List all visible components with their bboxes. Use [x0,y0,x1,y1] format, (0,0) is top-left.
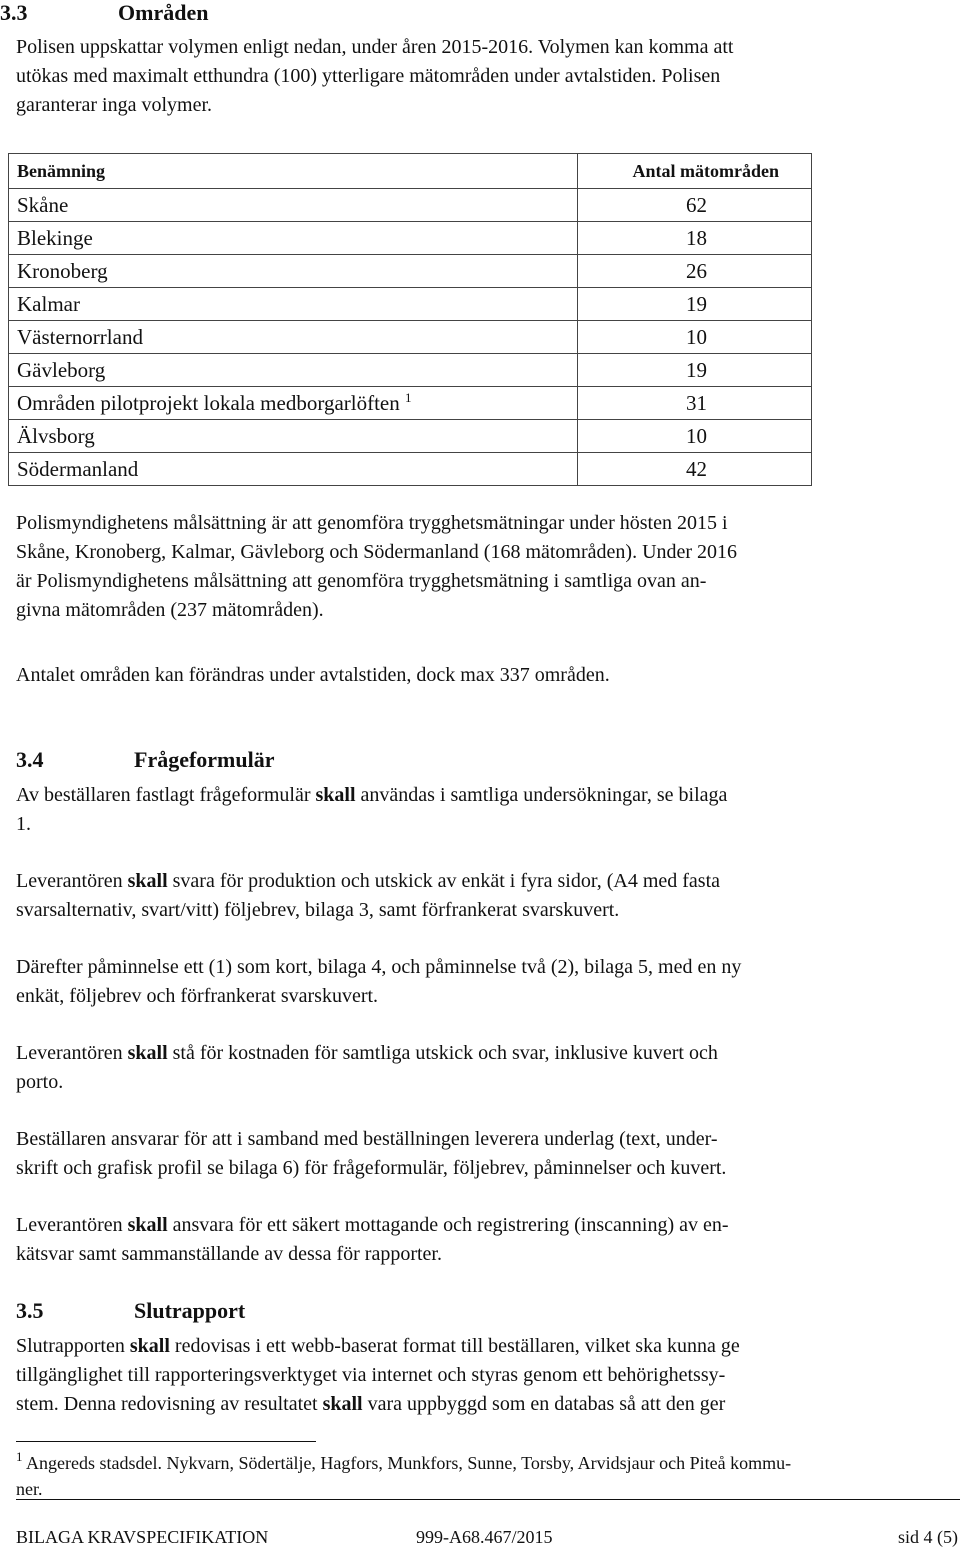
footnote [16,1450,926,1502]
text-line: 1. [16,813,31,835]
section-number: 3.4 [16,747,44,772]
text-run: Angereds stadsdel. Nykvarn, Södertälje, Hagfors, Munkfors, Sunne, Torsby, Arvidsjaur och Piteå kommu- [22,1453,792,1473]
footer-rule [16,1499,960,1500]
cell-count: 19 [578,288,812,321]
footnote-reference: 1 [405,389,412,405]
text-line: skrift och grafisk profil se bilaga 6) för frågeformulär, följebrev, påminnelser och kuvert. [16,1157,727,1179]
text-line [16,867,926,896]
footnote-mark: 1 [16,1449,23,1464]
text-line [16,1332,926,1361]
cell-count: 10 [578,420,812,453]
text-line [16,1211,926,1240]
text-line [16,1450,926,1476]
text-run: redovisas i ett webb-baserat format till beställaren, vilket ska kunna ge [169,1335,740,1357]
text-line: Beställaren ansvarar för att i samband med beställningen leverera underlag (text, under- [16,1128,718,1150]
cell-name: Skåne [9,189,578,222]
table-row [9,420,812,453]
cell-name: Södermanland [9,453,578,486]
emphasis: skall [315,784,356,806]
text-run: Leverantören [16,870,128,892]
text-run: ansvara för ett säkert mottagande och registrering (inscanning) av en- [167,1214,729,1236]
table-row [9,288,812,321]
text-run: Slutrapporten [16,1335,130,1357]
cell-count: 26 [578,255,812,288]
text-line: porto. [16,1071,64,1093]
table-header-row [9,154,812,189]
cell-count: 42 [578,453,812,486]
form-paragraph-3 [16,953,926,1011]
text-line: ner. [16,1479,43,1499]
text-line: utökas med maximalt etthundra (100) ytterligare mätområden under avtalstiden. Polisen [16,65,721,87]
cell-count: 62 [578,189,812,222]
footer-doc-number: 999-A68.467/2015 [416,1527,553,1547]
text-run: vara uppbyggd som en databas så att den ger [362,1393,726,1415]
text-run: svara för produktion och utskick av enkät i fyra sidor, (A4 med fasta [167,870,721,892]
text-line: Polismyndighetens målsättning är att genomföra trygghetsmätningar under hösten 2015 i [16,512,728,534]
footnote-separator [16,1441,316,1442]
table-row [9,255,812,288]
goal-paragraph [16,509,926,625]
footer-page-number: sid 4 (5) [898,1527,958,1547]
emphasis: skall [129,1335,170,1357]
emphasis: skall [127,1042,168,1064]
areas-table [8,153,812,486]
text-line: Polisen uppskattar volymen enligt nedan, under åren 2015-2016. Volymen kan komma att [16,36,734,58]
header-count: Antal mätområden [578,154,812,189]
cell-count: 18 [578,222,812,255]
text-line [16,781,926,810]
text-line: Skåne, Kronoberg, Kalmar, Gävleborg och Södermanland (168 mätområden). Under 2016 [16,541,738,563]
section-heading-3-4 [16,747,275,773]
cell-name [9,387,578,420]
max-areas-paragraph: Antalet områden kan förändras under avtalstiden, dock max 337 områden. [16,664,610,686]
text-line [16,1039,926,1068]
table-row [9,189,812,222]
form-paragraph-5 [16,1125,926,1183]
report-paragraph [16,1332,926,1419]
table-row [9,453,812,486]
form-paragraph-1 [16,781,926,839]
section-title: Områden [118,0,209,25]
section-heading-3-5 [16,1298,245,1324]
text-run: användas i samtliga undersökningar, se bilaga [355,784,728,806]
text-run: Leverantören [16,1042,128,1064]
text-run: stå för kostnaden för samtliga utskick och svar, inklusive kuvert och [167,1042,718,1064]
cell-count: 31 [578,387,812,420]
text-run: Leverantören [16,1214,128,1236]
text-line: kätsvar samt sammanställande av dessa för rapporter. [16,1243,442,1265]
table-row [9,321,812,354]
section-title: Slutrapport [134,1298,246,1323]
section-number: 3.5 [16,1298,44,1323]
footer-doc-title: BILAGA KRAVSPECIFIKATION [16,1527,269,1547]
emphasis: skall [127,870,168,892]
header-name: Benämning [9,154,578,189]
cell-count: 10 [578,321,812,354]
text-line: tillgänglighet till rapporteringsverktyget via internet och styras genom ett behörighetssy- [16,1364,726,1386]
table-row [9,387,812,420]
cell-name: Gävleborg [9,354,578,387]
section-number: 3.3 [0,0,28,25]
cell-name: Västernorrland [9,321,578,354]
text-line: svarsalternativ, svart/vitt) följebrev, bilaga 3, samt förfrankerat svarskuvert. [16,899,620,921]
table-row [9,222,812,255]
cell-name: Kalmar [9,288,578,321]
text-line [16,1390,926,1419]
section-heading-3-3 [0,0,208,26]
cell-name: Blekinge [9,222,578,255]
emphasis: skall [322,1393,363,1415]
cell-name: Älvsborg [9,420,578,453]
text-line: enkät, följebrev och förfrankerat svarskuvert. [16,985,379,1007]
form-paragraph-4 [16,1039,926,1097]
form-paragraph-2 [16,867,926,925]
text-run: Av beställaren fastlagt frågeformulär [16,784,316,806]
section-title: Frågeformulär [134,747,275,772]
table-row [9,354,812,387]
intro-paragraph [16,33,926,120]
cell-name-text: Områden pilotprojekt lokala medborgarlöften [17,390,405,415]
text-line: garanterar inga volymer. [16,94,213,116]
emphasis: skall [127,1214,168,1236]
text-line: givna mätområden (237 mätområden). [16,599,324,621]
text-line: Därefter påminnelse ett (1) som kort, bilaga 4, och påminnelse två (2), bilaga 5, med en ny [16,956,742,978]
text-line: är Polismyndighetens målsättning att genomföra trygghetsmätning i samtliga ovan an- [16,570,707,592]
form-paragraph-6 [16,1211,926,1269]
cell-count: 19 [578,354,812,387]
text-run: stem. Denna redovisning av resultatet [16,1393,323,1415]
cell-name: Kronoberg [9,255,578,288]
